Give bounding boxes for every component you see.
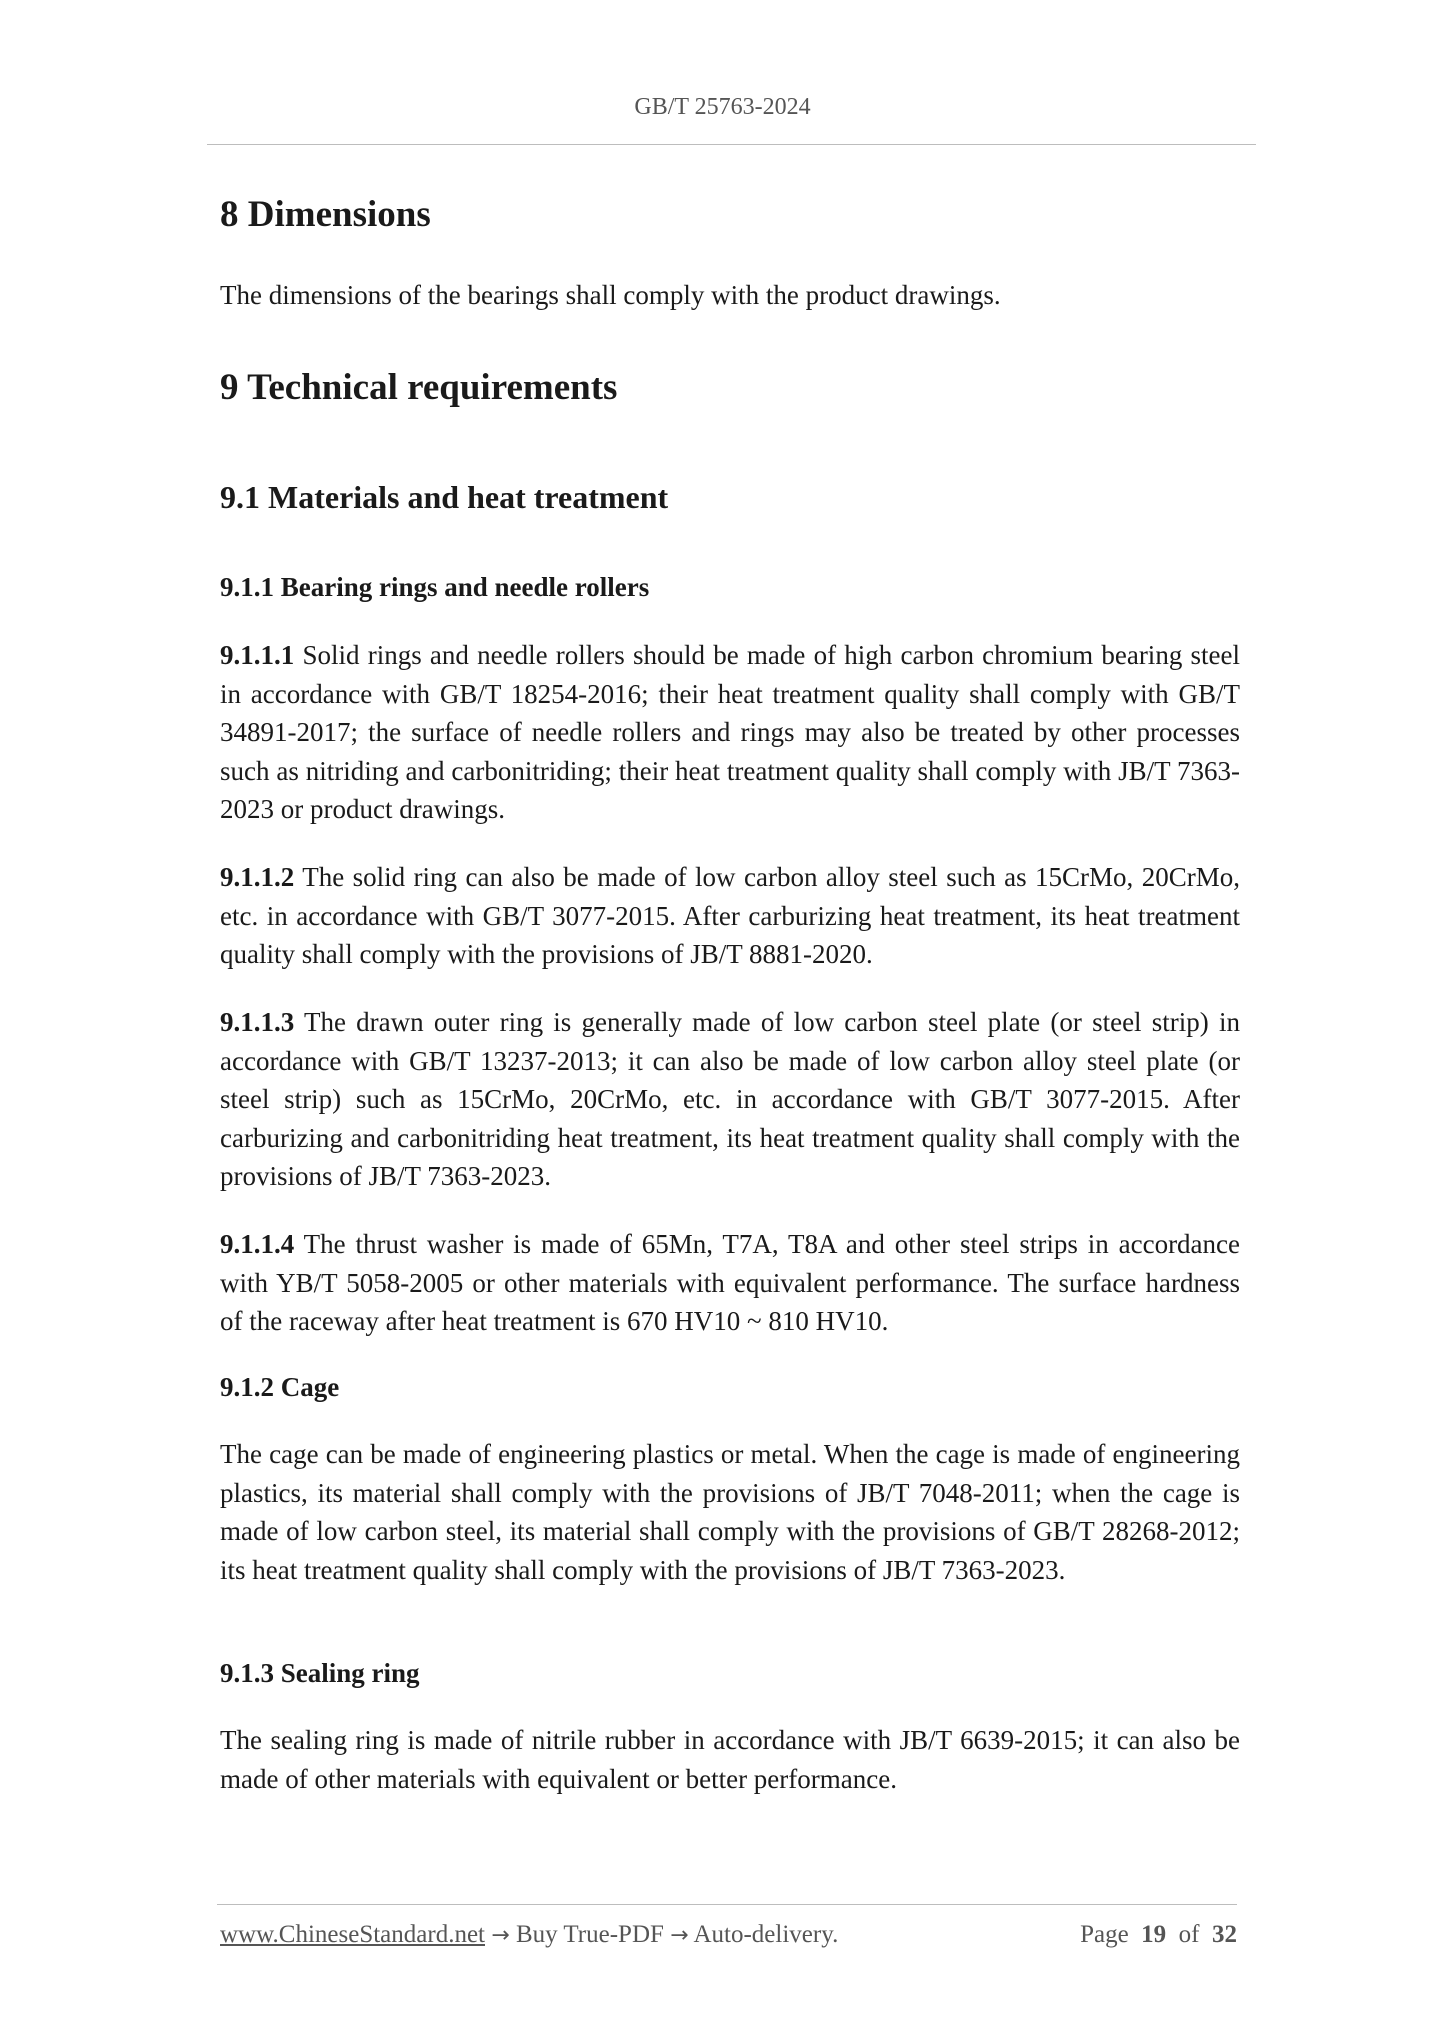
section-9	[220, 366, 1240, 410]
clause-9-1-1-4	[220, 1225, 1240, 1341]
section-8	[220, 193, 1240, 315]
section-9-1-1-heading: 9.1.1 Bearing rings and needle rollers	[220, 572, 650, 602]
section-8-heading: 8 Dimensions	[220, 194, 431, 235]
clause-number: 9.1.1.3	[220, 1007, 295, 1037]
clause-9-1-1-2	[220, 858, 1240, 974]
section-9-1-3	[220, 1657, 1240, 1798]
clause-9-1-1-1	[220, 636, 1240, 829]
clause-paragraph	[220, 1003, 1240, 1196]
clause-paragraph	[220, 636, 1240, 829]
buy-pdf-text: Buy True-PDF	[515, 1921, 664, 1948]
website-link[interactable]: www.ChineseStandard.net	[220, 1921, 485, 1948]
clause-paragraph	[220, 1225, 1240, 1341]
doc-code-header: GB/T 25763-2024	[634, 94, 811, 120]
clause-text: The solid ring can also be made of low carbon alloy steel such as 15CrMo, 20CrMo, etc. in accordance with GB/T 3077-2015. After carburizing heat treatment, its heat treatment quality shall comply with the provisions of JB/T 8881-2020.	[220, 862, 1240, 969]
page-of-label: of	[1178, 1921, 1200, 1948]
clause-number: 9.1.1.1	[220, 640, 295, 670]
total-pages: 32	[1212, 1921, 1237, 1948]
clause-9-1-1-3	[220, 1003, 1240, 1196]
footer-divider	[217, 1904, 1237, 1905]
section-9-heading: 9 Technical requirements	[220, 367, 618, 408]
section-9-1	[220, 478, 1240, 516]
clause-text: The thrust washer is made of 65Mn, T7A, T8A and other steel strips in accordance with YB/T 5058-2005 or other materials with equivalent performance. The surface hardness of the raceway after heat treatment is 670 HV10 ~ 810 HV10.	[220, 1229, 1241, 1336]
section-9-1-3-heading: 9.1.3 Sealing ring	[220, 1658, 420, 1688]
section-9-1-2	[220, 1371, 1240, 1589]
page-number	[1080, 1921, 1237, 1949]
clause-number: 9.1.1.2	[220, 862, 295, 892]
header-divider	[207, 144, 1256, 145]
clause-text: The drawn outer ring is generally made of low carbon steel plate (or steel strip) in accordance with GB/T 13237-2013; it can also be made of low carbon alloy steel plate (or steel strip) such as 15CrMo, 20CrMo, etc. in accordance with GB/T 3077-2015. After carburizing and carbonitriding heat treatment, its heat treatment quality shall comply with the provisions of JB/T 7363-2023.	[220, 1007, 1240, 1191]
clause-number: 9.1.1.4	[220, 1229, 295, 1259]
arrow-right-icon: →	[491, 1923, 510, 1948]
arrow-right-icon: →	[670, 1923, 689, 1948]
clause-text: Solid rings and needle rollers should be made of high carbon chromium bearing steel in accordance with GB/T 18254-2016; their heat treatment quality shall comply with GB/T 34891-2017; the surface of needle rollers and rings may also be treated by other processes such as nitriding and carbonitriding; their heat treatment quality shall comply with JB/T 7363-2023 or product drawings.	[220, 640, 1241, 824]
footer-promo	[220, 1921, 838, 1949]
section-9-1-3-text: The sealing ring is made of nitrile rubber in accordance with JB/T 6639-2015; it can also be made of other materials with equivalent or better performance.	[220, 1725, 1240, 1794]
section-9-1-1	[220, 571, 1240, 603]
section-9-1-2-heading: 9.1.2 Cage	[220, 1372, 340, 1402]
auto-delivery-text: Auto-delivery.	[693, 1921, 839, 1948]
page-label: Page	[1080, 1921, 1129, 1948]
current-page: 19	[1141, 1921, 1167, 1948]
clause-paragraph	[220, 858, 1240, 974]
section-8-text: The dimensions of the bearings shall comply with the product drawings.	[220, 280, 1001, 311]
section-9-1-heading: 9.1 Materials and heat treatment	[220, 479, 669, 515]
section-9-1-2-text: The cage can be made of engineering plastics or metal. When the cage is made of engineering plastics, its material shall comply with the provisions of JB/T 7048-2011; when the cage is made of low carbon steel, its material shall comply with the provisions of GB/T 28268-2012; its heat treatment quality shall comply with the provisions of JB/T 7363-2023.	[220, 1439, 1240, 1585]
